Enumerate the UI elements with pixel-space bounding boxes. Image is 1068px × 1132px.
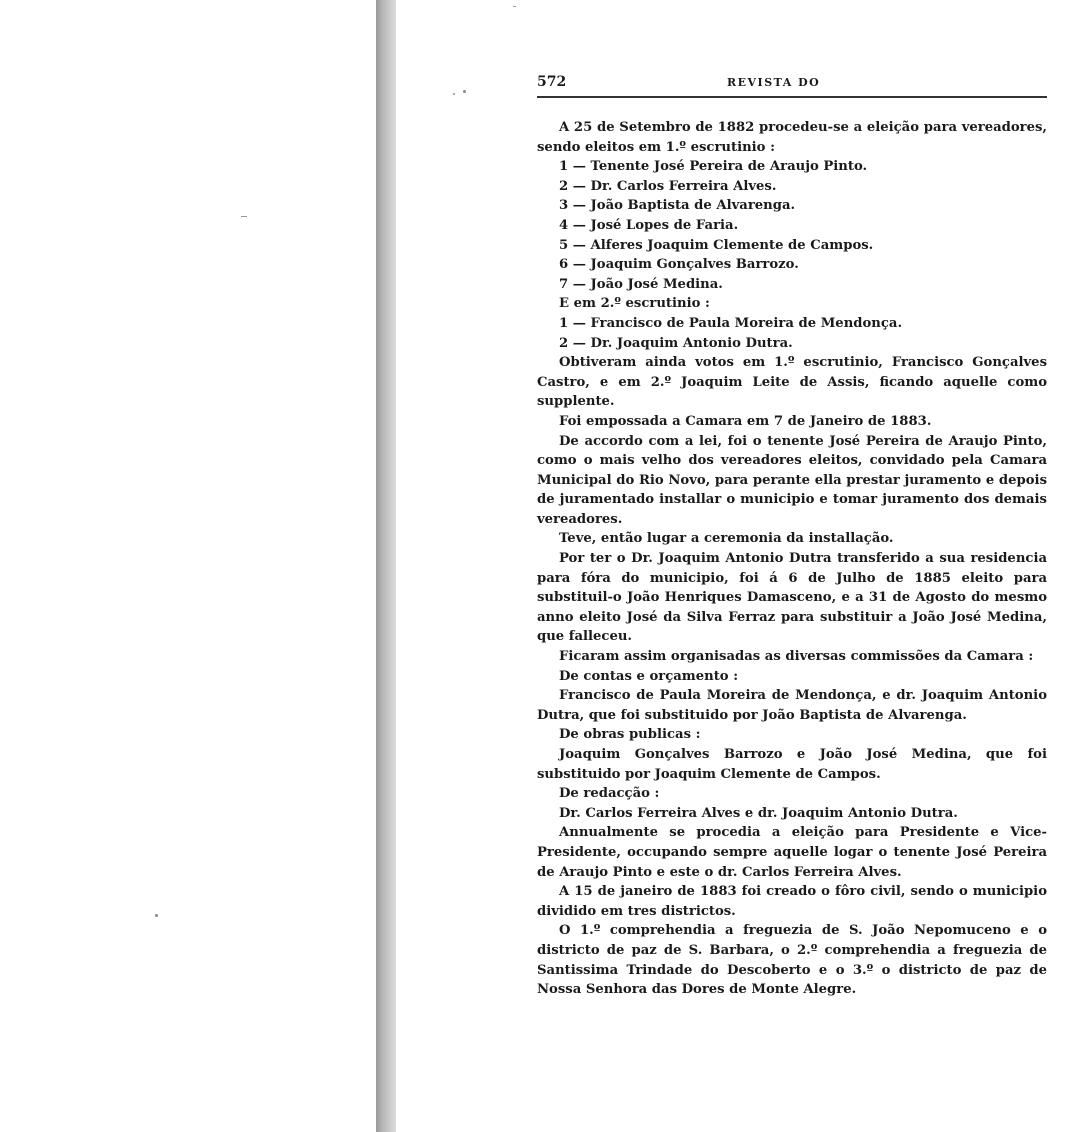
- page-header: [537, 74, 1047, 98]
- paragraph: 5 — Alferes Joaquim Clemente de Campos.: [559, 237, 874, 253]
- paragraph: De accordo com a lei, foi o tenente José Pereira de Araujo Pinto, como o mais velho dos vereadores eleitos, convidado pela Camara Municipal do Rio Novo, para perante ella prestar juramento e depois de juramentado installar o municipio e tomar juramento dos demais vereadores.: [537, 433, 1047, 527]
- paragraph: Dr. Carlos Ferreira Alves e dr. Joaquim Antonio Dutra.: [559, 805, 958, 821]
- paragraph: A 25 de Setembro de 1882 procedeu-se a eleição para vereadores, sendo eleitos em 1.º escrutinio :: [537, 120, 1047, 155]
- paragraph: 4 — José Lopes de Faria.: [559, 217, 739, 233]
- paragraph: O 1.º comprehendia a freguezia de S. João Nepomuceno e o districto de paz de S. Barbara, o 2.º comprehendia a freguezia de Santissima Trindade do Descoberto e o 3.º o districto de paz de Nossa Senhora das Dores de Monte Alegre.: [537, 923, 1047, 998]
- paragraph: 3 — João Baptista de Alvarenga.: [559, 198, 796, 214]
- paragraph: 6 — Joaquim Gonçalves Barrozo.: [559, 257, 799, 273]
- paragraph: De obras publicas :: [559, 727, 701, 743]
- paragraph: Ficaram assim organisadas as diversas commissões da Camara :: [559, 649, 1034, 665]
- scan-speck: [155, 914, 158, 917]
- paragraph: E em 2.º escrutinio :: [559, 296, 710, 312]
- paragraph: A 15 de janeiro de 1883 foi creado o fôro civil, sendo o municipio dividido em tres districtos.: [537, 884, 1047, 919]
- paragraph: Joaquim Gonçalves Barrozo e João José Medina, que foi substituido por Joaquim Clemente de Campos.: [537, 747, 1047, 782]
- running-title: REVISTA DO: [727, 76, 821, 89]
- paragraph: Teve, então lugar a ceremonia da installação.: [559, 531, 894, 547]
- page-number: 572: [537, 74, 567, 90]
- book-page: [537, 74, 1047, 1000]
- body-text: [537, 118, 1047, 1000]
- paragraph: 2 — Dr. Joaquim Antonio Dutra.: [559, 335, 793, 351]
- paragraph: De contas e orçamento :: [559, 668, 739, 684]
- scan-mark: [513, 6, 516, 7]
- paragraph: Foi empossada a Camara em 7 de Janeiro de 1883.: [559, 413, 932, 429]
- scan-speck: [453, 93, 455, 95]
- paragraph: Annualmente se procedia a eleição para Presidente e Vice-Presidente, occupando sempre aquelle logar o tenente José Pereira de Araujo Pinto e este o dr. Carlos Ferreira Alves.: [537, 825, 1047, 880]
- scan-mark: [241, 216, 247, 217]
- paragraph: Obtiveram ainda votos em 1.º escrutinio, Francisco Gonçalves Castro, e em 2.º Joaquim Leite de Assis, ficando aquelle como supplente.: [537, 355, 1047, 410]
- scan-speck: [463, 90, 466, 93]
- paragraph: Francisco de Paula Moreira de Mendonça, e dr. Joaquim Antonio Dutra, que foi substituido por João Baptista de Alvarenga.: [537, 688, 1047, 723]
- paragraph: De redacção :: [559, 786, 660, 802]
- book-gutter-shadow: [376, 0, 396, 1132]
- paragraph: 7 — João José Medina.: [559, 276, 723, 292]
- paragraph: Por ter o Dr. Joaquim Antonio Dutra transferido a sua residencia para fóra do municipio, foi á 6 de Julho de 1885 eleito para substituil-o João Henriques Damasceno, e a 31 de Agosto do mesmo anno eleito José da Silva Ferraz para substituir a João José Medina, que falleceu.: [537, 551, 1047, 645]
- paragraph: 1 — Tenente José Pereira de Araujo Pinto.: [559, 159, 868, 175]
- paragraph: 1 — Francisco de Paula Moreira de Mendonça.: [559, 315, 903, 331]
- paragraph: 2 — Dr. Carlos Ferreira Alves.: [559, 178, 777, 194]
